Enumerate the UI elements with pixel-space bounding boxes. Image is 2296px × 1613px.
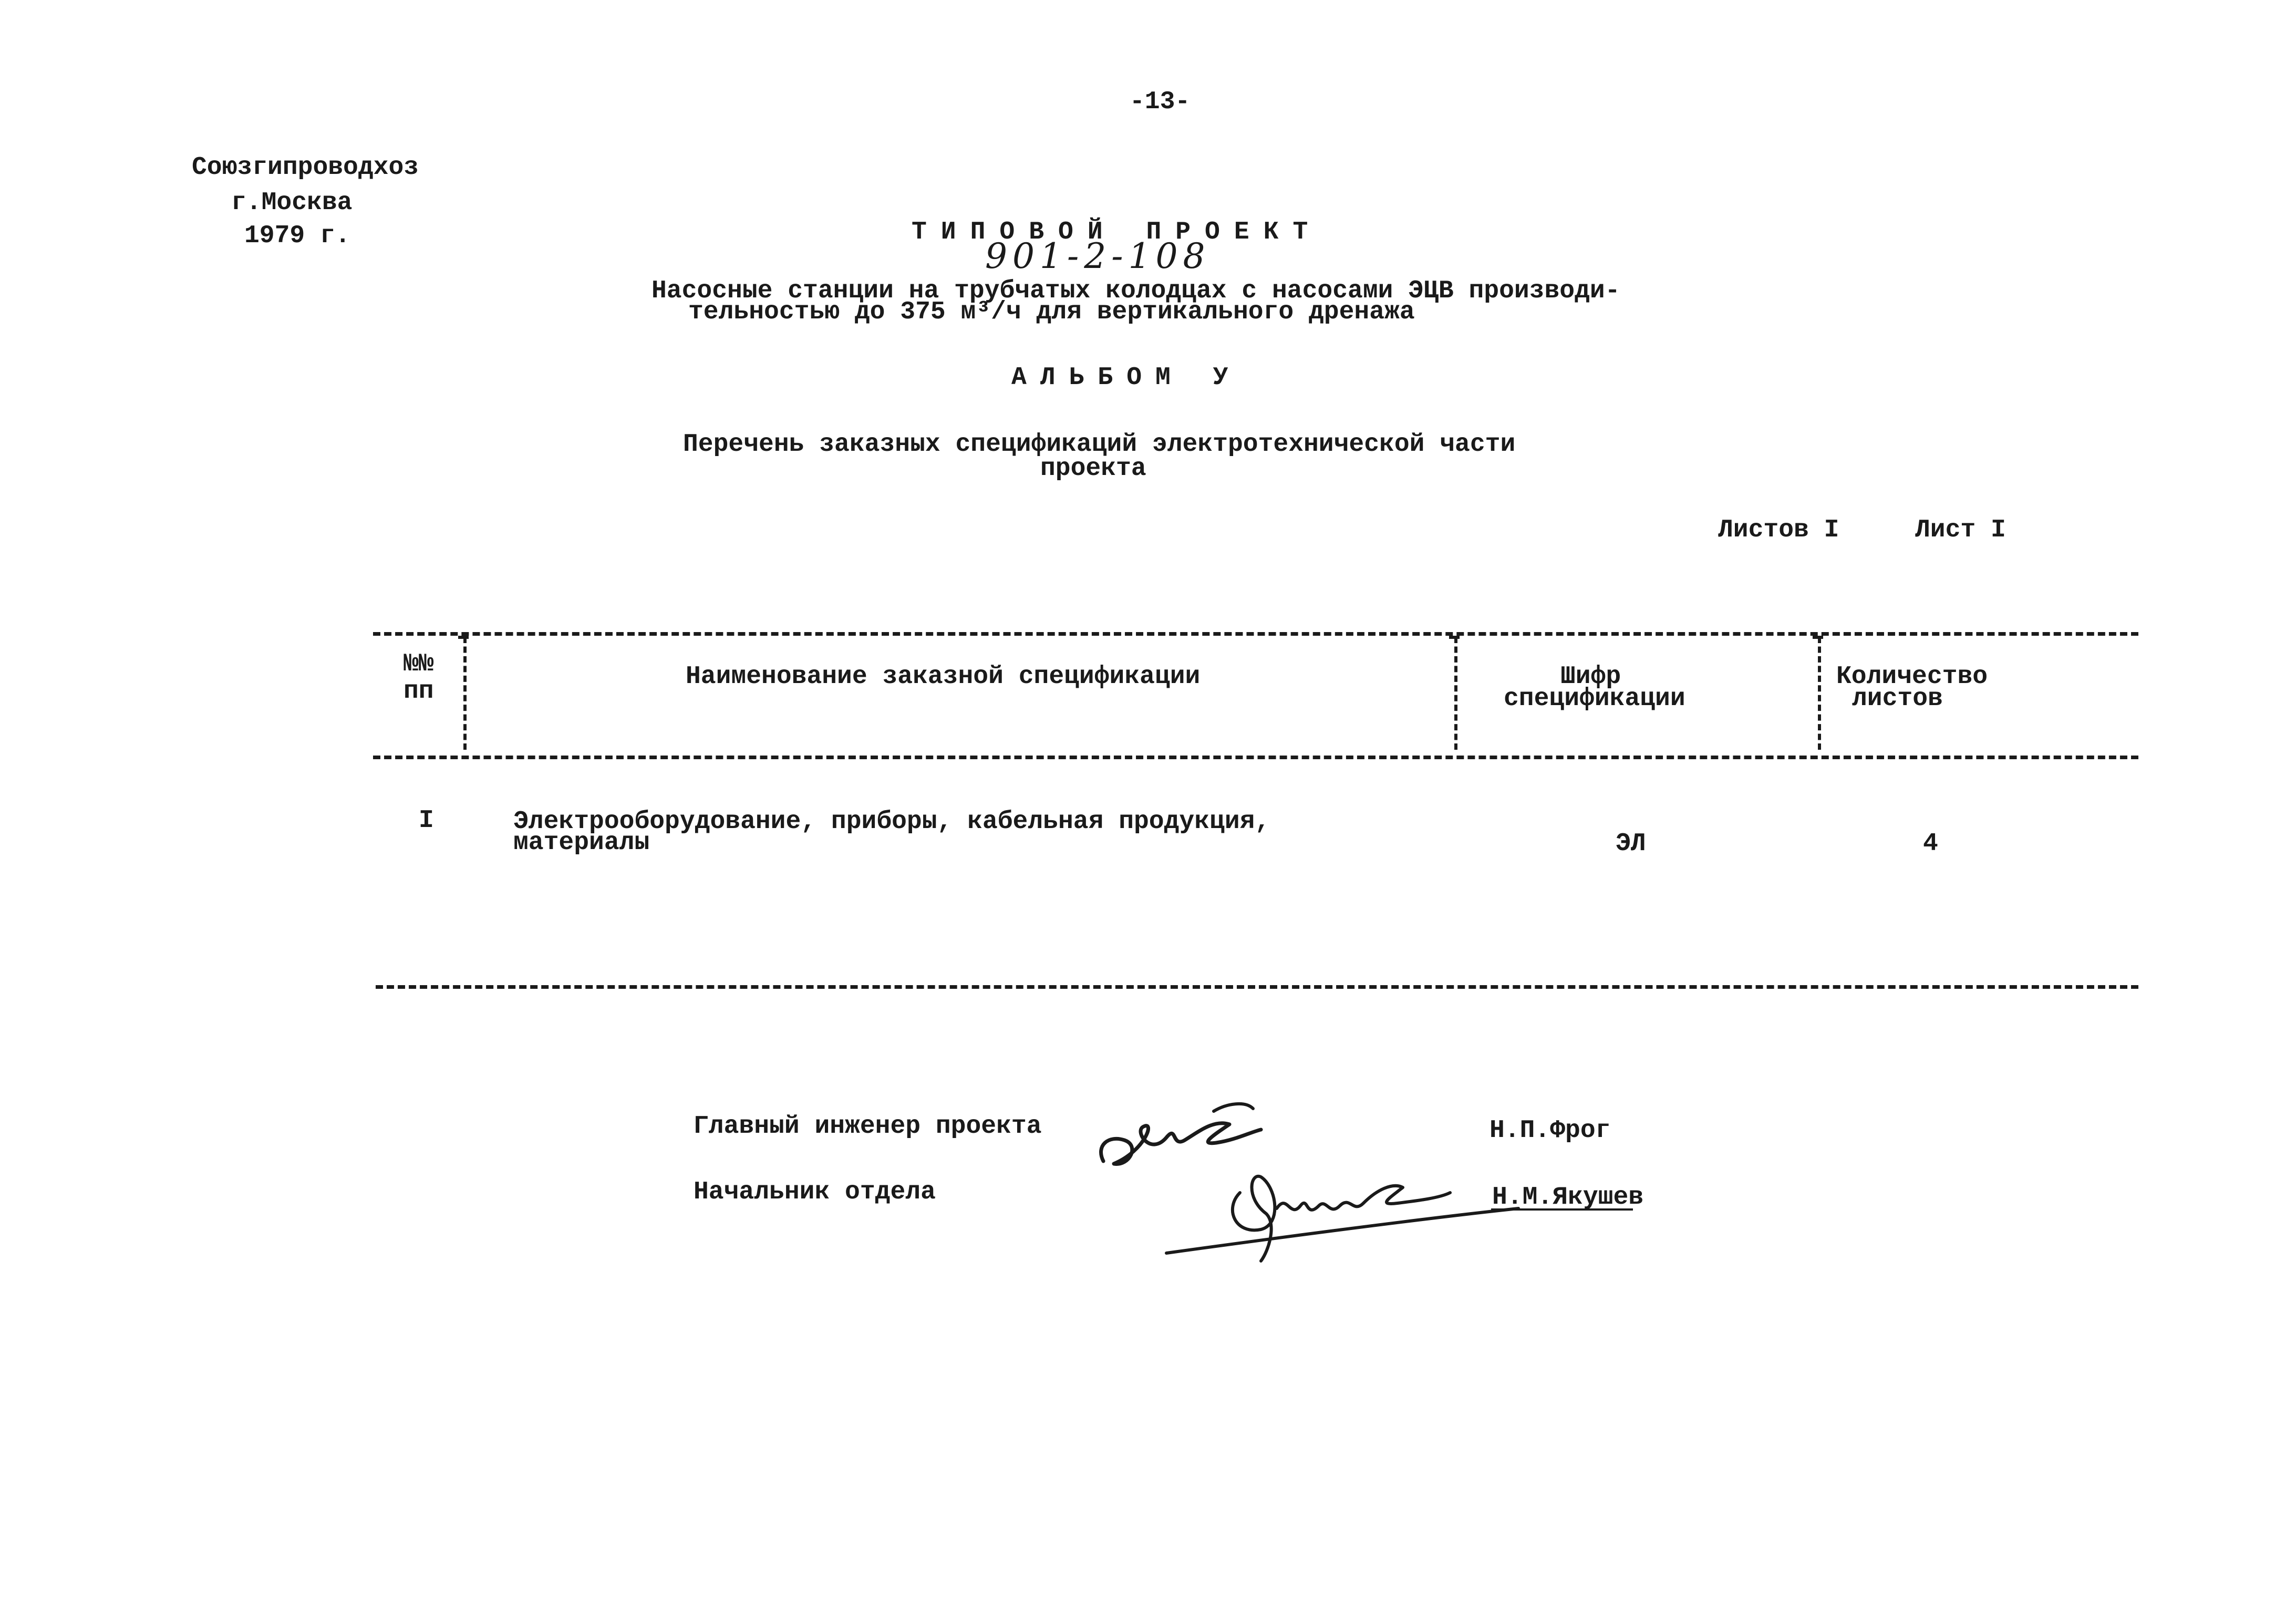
- table-bottom-rule: [376, 985, 2138, 989]
- row-spec-code: ЭЛ: [1616, 830, 1646, 858]
- header-number-line2: пп: [404, 677, 434, 706]
- table-top-rule: [373, 632, 2138, 636]
- department-head-name: Н.М.Якушев: [1492, 1183, 1644, 1212]
- row-spec-name-line2: материалы: [513, 829, 650, 857]
- project-code-handwritten: 901-2-108: [985, 236, 1211, 276]
- department-head-role: Начальник отдела: [694, 1178, 936, 1206]
- header-sheet-count-line2: листов: [1852, 685, 1943, 713]
- list-title-line2: проекта: [1040, 454, 1146, 483]
- row-sheet-count: 4: [1923, 830, 1938, 858]
- header-number-line1: №№: [404, 650, 434, 678]
- organization-year: 1979 г.: [244, 222, 350, 250]
- row-spec-name-line1: Электрооборудование, приборы, кабельная продукция,: [513, 808, 1270, 836]
- column-separator-2: [1454, 637, 1457, 750]
- sheet-current: Лист I: [1915, 516, 2006, 544]
- column-separator-2-tick: [1449, 636, 1460, 639]
- column-separator-3-tick: [1813, 636, 1823, 639]
- header-spec-code-line2: спецификации: [1504, 685, 1685, 713]
- chief-engineer-name: Н.П.Фрог: [1490, 1116, 1611, 1145]
- project-description-line1: Насосные станции на трубчатых колодцах с насосами ЭЦВ производи-: [651, 277, 1620, 305]
- project-description-line2: тельностью до 375 м³/ч для вертикального дренажа: [688, 298, 1415, 326]
- project-type-title: ТИПОВОЙ ПРОЕКТ: [912, 218, 1322, 246]
- column-separator-1-tick: [458, 636, 469, 639]
- department-head-signature: [1156, 1156, 1524, 1261]
- page-number: -13-: [1130, 88, 1191, 116]
- list-title-line1: Перечень заказных спецификаций электротехнической части: [683, 430, 1516, 459]
- album-title: АЛЬБОМ У: [1011, 364, 1242, 392]
- organization-name: Союзгипроводхоз: [192, 153, 419, 182]
- row-number: I: [419, 806, 434, 835]
- chief-engineer-role: Главный инженер проекта: [694, 1112, 1042, 1141]
- sheets-total: Листов I: [1718, 516, 1839, 544]
- column-separator-1: [463, 637, 467, 750]
- column-separator-3: [1818, 637, 1821, 750]
- organization-city: г.Москва: [231, 189, 353, 217]
- header-spec-name: Наименование заказной спецификации: [686, 663, 1201, 691]
- header-spec-code-line1: Шифр: [1560, 663, 1621, 691]
- header-sheet-count-line1: Количество: [1836, 663, 1988, 691]
- table-header-rule: [373, 756, 2138, 759]
